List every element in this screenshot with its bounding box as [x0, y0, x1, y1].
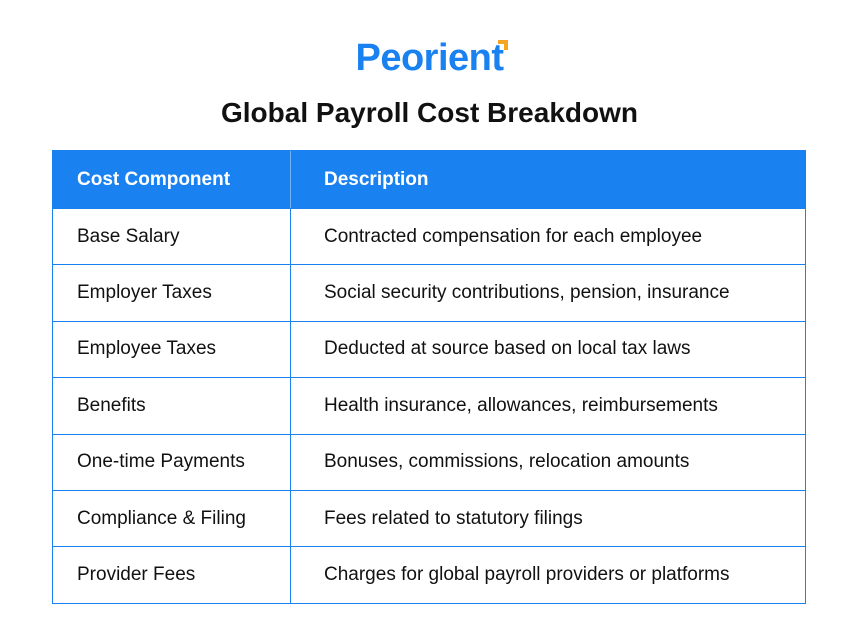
brand-name: Peorient [355, 37, 504, 79]
table-row [53, 264, 805, 320]
description-cell: Bonuses, commissions, relocation amounts [324, 451, 690, 473]
cost-component-cell: One-time Payments [53, 435, 291, 490]
table-header-row [53, 151, 805, 208]
description-cell: Social security contributions, pension, insurance [324, 282, 730, 304]
description-cell: Health insurance, allowances, reimbursements [324, 394, 718, 416]
description-cell: Contracted compensation for each employee [324, 225, 703, 247]
cost-component-cell: Employee Taxes [53, 322, 291, 377]
table-row [53, 490, 805, 546]
brand-logo [0, 36, 859, 80]
description-cell: Deducted at source based on local tax laws [324, 338, 691, 360]
cost-component-cell: Base Salary [53, 209, 291, 264]
cost-component-cell: Benefits [53, 378, 291, 433]
logo-corner-mark-icon [498, 40, 508, 50]
table-row [53, 546, 805, 602]
table-row [53, 377, 805, 433]
table-row [53, 434, 805, 490]
table-row [53, 321, 805, 377]
cost-component-cell: Employer Taxes [53, 265, 291, 320]
cost-component-cell: Provider Fees [53, 547, 291, 602]
column-header-cost-component: Cost Component [53, 151, 291, 208]
description-cell: Charges for global payroll providers or platforms [324, 564, 730, 586]
brand-logo-text [355, 36, 503, 80]
cost-component-cell: Compliance & Filing [53, 491, 291, 546]
column-header-description: Description [324, 168, 429, 190]
description-cell: Fees related to statutory filings [324, 507, 583, 529]
cost-table [52, 150, 806, 604]
page-title: Global Payroll Cost Breakdown [221, 97, 638, 128]
table-row [53, 208, 805, 264]
